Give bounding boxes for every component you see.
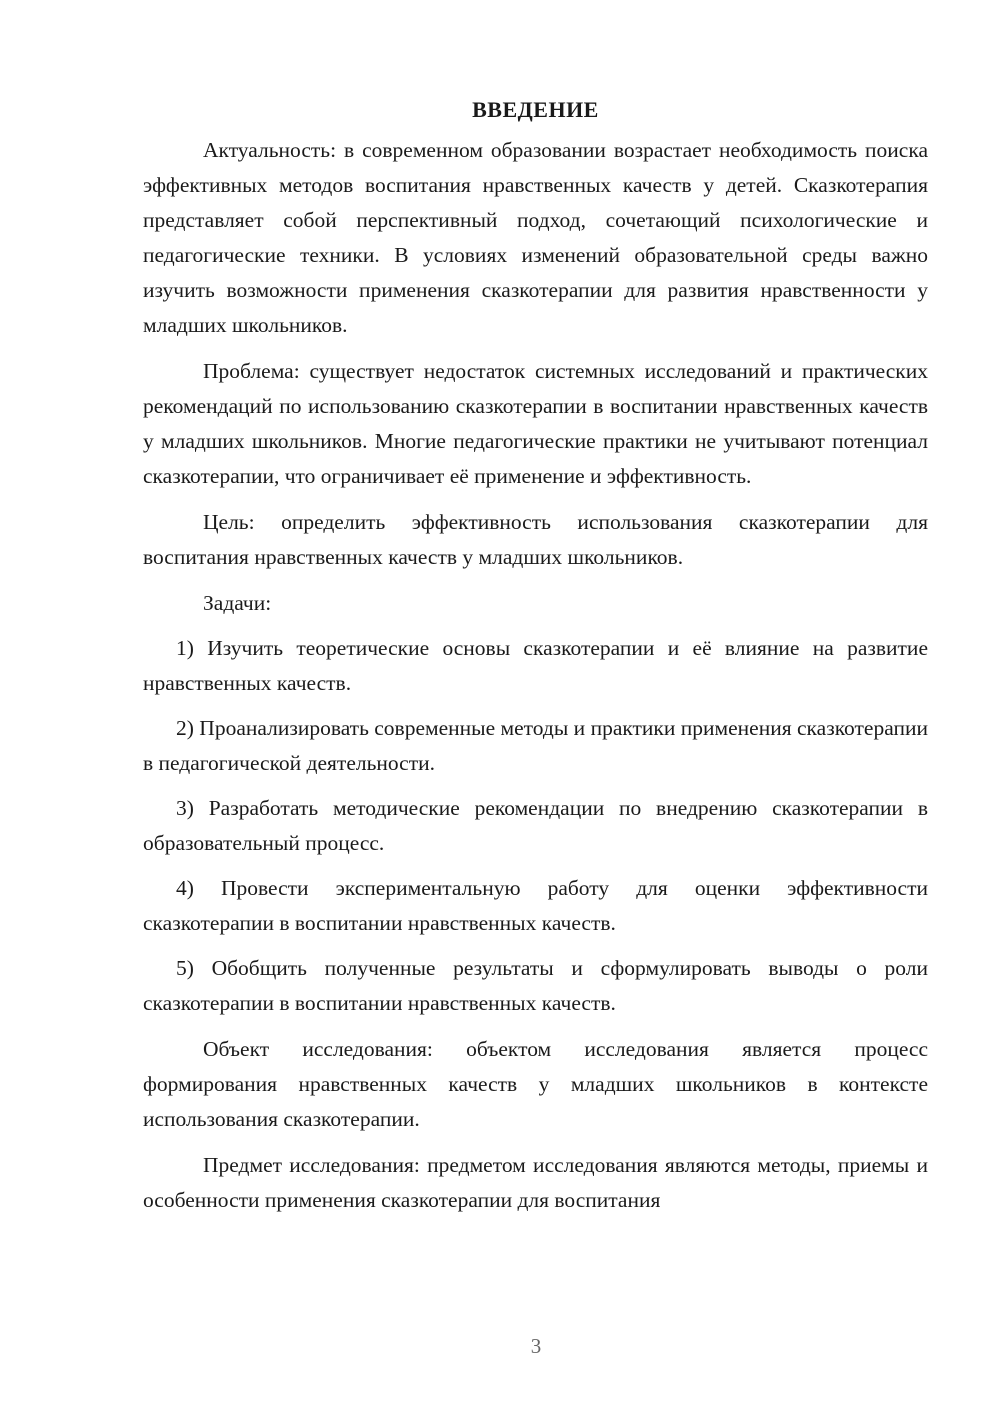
task-item-4: 4) Провести экспериментальную работу для оценки эффективности сказкотерапии в воспитании нравственных качеств. [143, 876, 928, 935]
page-content [143, 92, 928, 1218]
page-number: 3 [530, 1334, 542, 1358]
paragraph-relevance: Актуальность: в современном образовании возрастает необходимость поиска эффективных методов воспитания нравственных качеств у детей. Сказкотерапия представляет собой перспективный подход, сочетающий психологические и педагогические техники. В условиях изменений образовательной среды важно изучить возможности применения сказкотерапии для развития нравственности у младших школьников. [143, 138, 928, 337]
section-heading: ВВЕДЕНИЕ [472, 97, 599, 122]
paragraph-subject: Предмет исследования: предметом исследования являются методы, приемы и особенности применения сказкотерапии для воспитания [143, 1153, 928, 1212]
task-item-3: 3) Разработать методические рекомендации по внедрению сказкотерапии в образовательный процесс. [143, 796, 928, 855]
paragraph-goal: Цель: определить эффективность использования сказкотерапии для воспитания нравственных качеств у младших школьников. [143, 510, 928, 569]
task-item-5: 5) Обобщить полученные результаты и сформулировать выводы о роли сказкотерапии в воспитании нравственных качеств. [143, 956, 928, 1015]
task-item-1: 1) Изучить теоретические основы сказкотерапии и её влияние на развитие нравственных качеств. [143, 636, 928, 695]
paragraph-object: Объект исследования: объектом исследования является процесс формирования нравственных качеств у младших школьников в контексте использования сказкотерапии. [143, 1037, 928, 1131]
task-item-2: 2) Проанализировать современные методы и практики применения сказкотерапии в педагогической деятельности. [143, 716, 928, 775]
tasks-label: Задачи: [203, 591, 272, 615]
paragraph-problem: Проблема: существует недостаток системных исследований и практических рекомендаций по использованию сказкотерапии в воспитании нравственных качеств у младших школьников. Многие педагогические практики не учитывают потенциал сказкотерапии, что ограничивает её применение и эффективность. [143, 359, 928, 488]
